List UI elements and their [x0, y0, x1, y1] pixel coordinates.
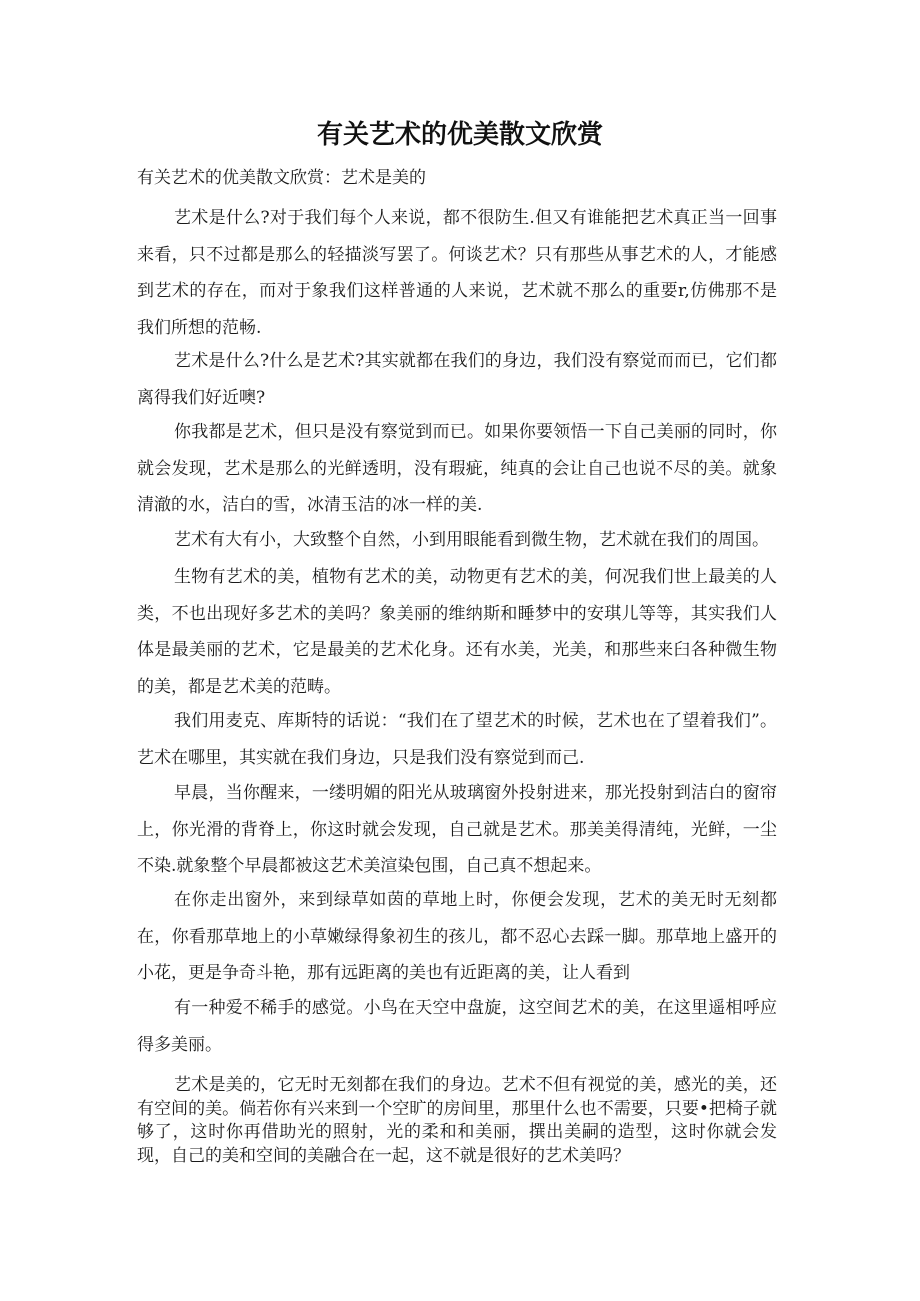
- paragraph: 你我都是艺术，但只是没有察觉到而已。如果你要领悟一下自己美丽的同时，你就会发现，艺术是那么的光鲜透明，没有瑕疵，纯真的会让自己也说不尽的美。就象清澈的水，洁白的雪，冰清玉洁的冰一样的美.: [137, 422, 777, 515]
- paragraph: 早晨，当你醒来，一缕明媚的阳光从玻璃窗外投射进来，那光投射到洁白的窗帘上，你光滑的背脊上，你这时就会发现，自己就是艺术。那美美得清纯，光鲜，一尘不染.就象整个早晨都被这艺术美渲染包围，自己真不想起来。: [137, 783, 777, 876]
- document-title: 有关艺术的优美散文欣赏: [316, 120, 603, 150]
- paragraph: 艺术是美的，它无时无刻都在我们的身边。艺术不但有视觉的美，感光的美，还有空间的美。倘若你有兴来到一个空旷的房间里，那里什么也不需要，只要•把椅子就够了，这时你再借助光的照射，光的柔和和美丽，撰出美嗣的造型，这时你就会发现，自己的美和空间的美融合在一起，这不就是很好的艺术美吗？: [137, 1075, 777, 1166]
- paragraph: 在你走出窗外，来到绿草如茵的草地上时，你便会发现，艺术的美无时无刻都在，你看那草地上的小草嫩绿得象初生的孩儿，都不忍心去踩一脚。那草地上盛开的小花，更是争奇斗艳，那有远距离的美也有近距离的美，让人看到: [137, 890, 777, 983]
- paragraph: 生物有艺术的美，植物有艺术的美，动物更有艺术的美，何况我们世上最美的人类，不也出现好多艺术的美吗？象美丽的维纳斯和睡梦中的安琪儿等等，其实我们人体是最美丽的艺术，它是最美的艺术化身。还有水美，光美，和那些来臼各种微生物的美，都是艺术美的范畴。: [137, 567, 777, 697]
- document-subtitle: 有关艺术的优美散文欣赏：艺术是美的: [137, 168, 426, 188]
- paragraph: 有一种爱不稀手的感觉。小鸟在天空中盘旋，这空间艺术的美，在这里遥相呼应得多美丽。: [137, 998, 777, 1055]
- paragraph: 艺术是什么?对于我们每个人来说，都不很防生.但又有谁能把艺术真正当一回事来看，只不过都是那么的轻描淡写罢了。何谈艺术？只有那些从事艺术的人，才能感到艺术的存在，而对于象我们这样普通的人来说，艺术就不那么的重要r,仿佛那不是我们所想的范畅.: [137, 208, 777, 338]
- paragraph: 我们用麦克、库斯特的话说：“我们在了望艺术的时候，艺术也在了望着我们”。艺术在哪里，其实就在我们身边，只是我们没有察觉到而己.: [137, 711, 777, 768]
- paragraph: 艺术是什么?什么是艺术?其实就都在我们的身边，我们没有察觉而而已，它们都离得我们好近噢?: [137, 351, 777, 408]
- paragraph: 艺术有大有小，大致整个自然，小到用眼能看到微生物，艺术就在我们的周国。: [174, 530, 769, 550]
